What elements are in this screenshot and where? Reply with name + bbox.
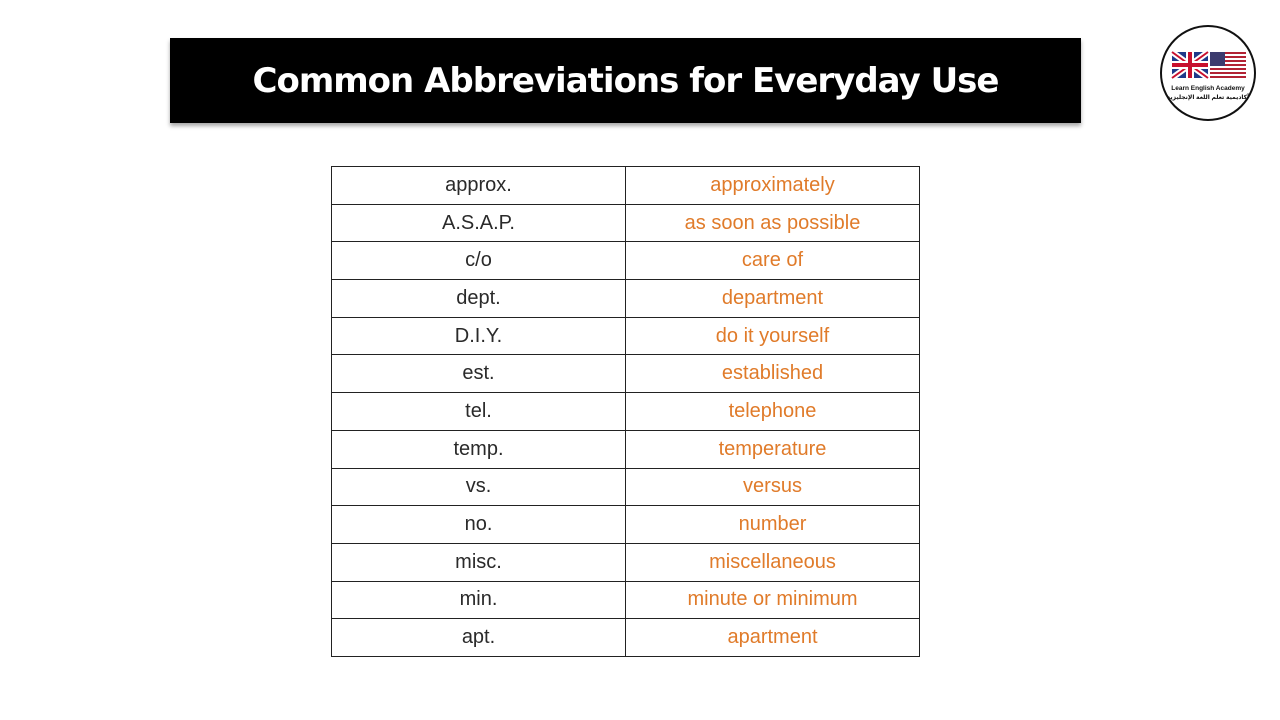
meaning-cell: versus <box>626 468 920 506</box>
us-flag-icon <box>1210 52 1246 78</box>
abbreviation-cell: dept. <box>332 280 626 318</box>
abbreviation-cell: min. <box>332 581 626 619</box>
abbreviation-cell: D.I.Y. <box>332 317 626 355</box>
meaning-cell: telephone <box>626 393 920 431</box>
meaning-cell: as soon as possible <box>626 204 920 242</box>
title-banner <box>170 38 1081 123</box>
table-row <box>332 506 920 544</box>
table-row <box>332 242 920 280</box>
abbreviation-cell: misc. <box>332 543 626 581</box>
meaning-cell: approximately <box>626 167 920 205</box>
table-row <box>332 317 920 355</box>
table-row <box>332 619 920 657</box>
table-row <box>332 280 920 318</box>
meaning-cell: established <box>626 355 920 393</box>
academy-logo <box>1160 25 1256 121</box>
meaning-cell: number <box>626 506 920 544</box>
meaning-cell: department <box>626 280 920 318</box>
abbreviation-cell: tel. <box>332 393 626 431</box>
logo-text-english: Learn English Academy <box>1171 85 1245 92</box>
meaning-cell: apartment <box>626 619 920 657</box>
page-title: Common Abbreviations for Everyday Use <box>252 60 999 101</box>
table-row <box>332 468 920 506</box>
logo-text-arabic: أكاديمية تعلم اللغة الإنجليزية <box>1166 95 1250 101</box>
abbreviation-cell: A.S.A.P. <box>332 204 626 242</box>
table-row <box>332 581 920 619</box>
table-row <box>332 204 920 242</box>
abbreviations-table <box>331 166 920 657</box>
abbreviation-cell: c/o <box>332 242 626 280</box>
meaning-cell: minute or minimum <box>626 581 920 619</box>
abbreviation-cell: est. <box>332 355 626 393</box>
table-row <box>332 355 920 393</box>
table-row <box>332 430 920 468</box>
abbreviation-cell: temp. <box>332 430 626 468</box>
table-row <box>332 393 920 431</box>
meaning-cell: care of <box>626 242 920 280</box>
abbreviation-cell: vs. <box>332 468 626 506</box>
meaning-cell: miscellaneous <box>626 543 920 581</box>
uk-flag-icon <box>1172 52 1208 78</box>
table-row <box>332 543 920 581</box>
abbreviation-cell: apt. <box>332 619 626 657</box>
meaning-cell: do it yourself <box>626 317 920 355</box>
abbreviation-cell: no. <box>332 506 626 544</box>
table-row <box>332 167 920 205</box>
abbreviation-cell: approx. <box>332 167 626 205</box>
meaning-cell: temperature <box>626 430 920 468</box>
